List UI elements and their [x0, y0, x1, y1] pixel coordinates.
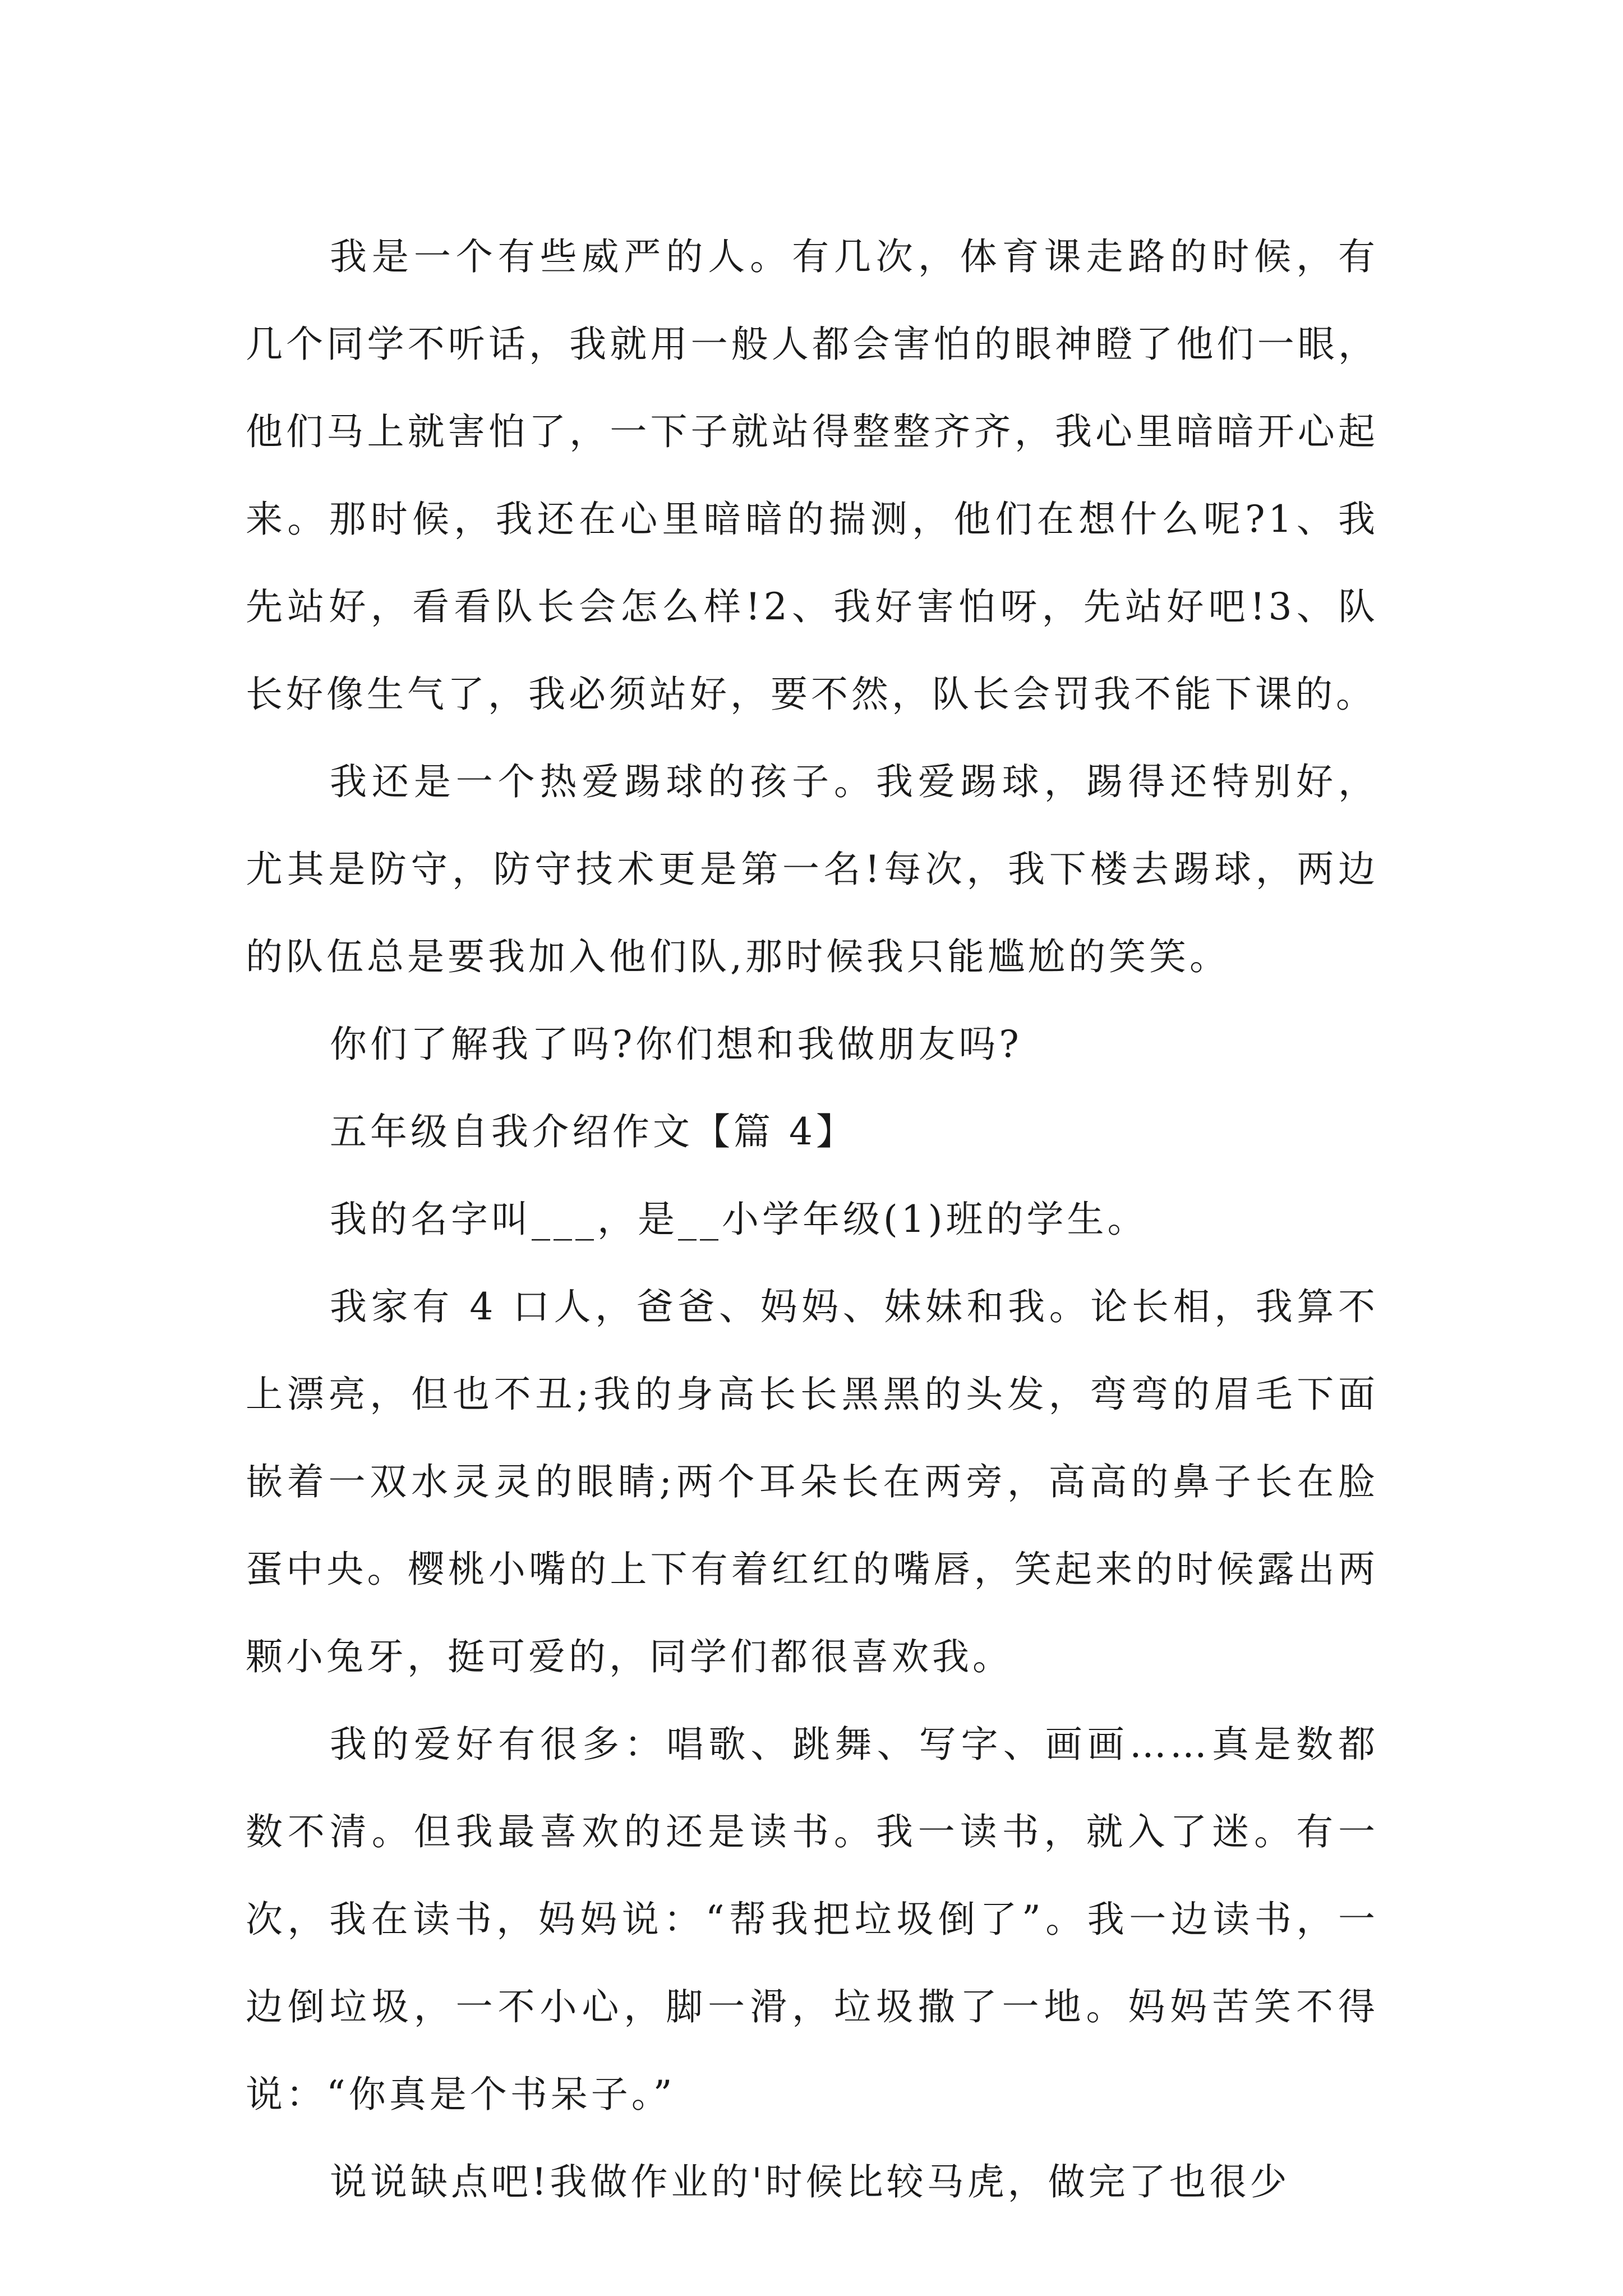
paragraph-intro-stern: 我是一个有些威严的人。有几次，体育课走路的时候，有几个同学不听话，我就用一般人都会害怕的眼神瞪了他们一眼，他们马上就害怕了，一下子就站得整整齐齐，我心里暗暗开心起来。那时候，我还在心里暗暗的揣测，他们在想什么呢?1、我先站好，看看队长会怎么样!2、我好害怕呀，先站好吧!3、队长好像生气了，我必须站好，要不然，队长会罚我不能下课的。: [246, 235, 1378, 716]
paragraph-family-appearance: 我家有 4 口人，爸爸、妈妈、妹妹和我。论长相，我算不上漂亮，但也不丑;我的身高长长黑黑的头发，弯弯的眉毛下面嵌着一双水灵灵的眼睛;两个耳朵长在两旁，高高的鼻子长在脸蛋中央。樱桃小嘴的上下有着红红的嘴唇，笑起来的时候露出两颗小兔牙，挺可爱的，同学们都很喜欢我。: [246, 1285, 1378, 1678]
document-body: [246, 213, 1378, 2226]
paragraph-question: 你们了解我了吗?你们想和我做朋友吗?: [330, 1023, 1022, 1066]
section-heading: 五年级自我介绍作文【篇 4】: [330, 1110, 856, 1153]
paragraph-hobbies: 我的爱好有很多：唱歌、跳舞、写字、画画……真是数都数不清。但我最喜欢的还是读书。我一读书，就入了迷。有一次，我在读书，妈妈说：“帮我把垃圾倒了”。我一边读书，一边倒垃圾，一不小心，脚一滑，垃圾撒了一地。妈妈苦笑不得说：“你真是个书呆子。”: [246, 1723, 1378, 2116]
paragraph-football: 我还是一个热爱踢球的孩子。我爱踢球，踢得还特别好，尤其是防守，防守技术更是第一名!每次，我下楼去踢球，两边的队伍总是要我加入他们队,那时候我只能尴尬的笑笑。: [246, 760, 1378, 978]
paragraph-name: 我的名字叫___，是__小学年级(1)班的学生。: [330, 1198, 1148, 1241]
paragraph-shortcomings: 说说缺点吧!我做作业的'时候比较马虎，做完了也很少: [330, 2160, 1290, 2203]
